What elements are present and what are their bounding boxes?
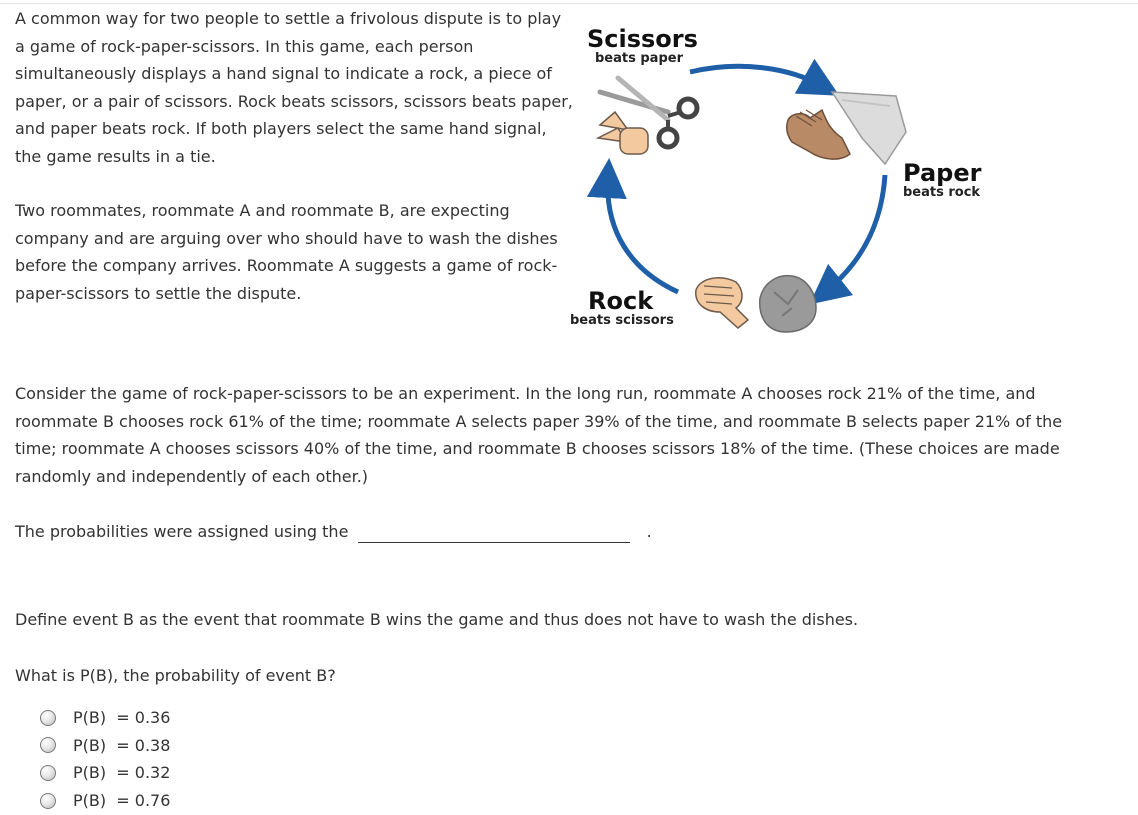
option-1[interactable] (40, 704, 170, 732)
top-divider (0, 3, 1138, 4)
rock-stone-icon (760, 276, 816, 332)
question-text: What is P(B), the probability of event B? (15, 666, 336, 685)
event-definition: Define event B as the event that roommate B wins the game and thus does not have to wash the dishes. (15, 610, 859, 629)
arrow-paper-to-rock (825, 175, 885, 292)
rock-fist-icon (696, 278, 748, 328)
assignment-suffix: . (646, 522, 652, 541)
paper-title: Paper (903, 159, 982, 187)
roommates-paragraph: Two roommates, roommate A and roommate B, are expecting company and are arguing over who should have to wash the dishes before the company arrives. Roommate A suggests a game of rock-paper-scissors to settle the dispute. (15, 201, 558, 303)
option-label: P(B) = 0.76 (73, 791, 171, 811)
scissors-subtitle: beats paper (595, 51, 683, 66)
scissors-title: Scissors (587, 25, 698, 53)
rock-title: Rock (588, 287, 654, 315)
rock-subtitle: beats scissors (570, 313, 674, 328)
arrow-rock-to-scissors (608, 178, 678, 292)
option-2[interactable] (40, 732, 170, 760)
answer-blank-dropdown[interactable] (358, 522, 630, 543)
intro-paragraph: A common way for two people to settle a frivolous dispute is to play a game of rock-paper-scissors. In this game, each person simultaneously displays a hand signal to indicate a rock, a piece of paper, or a pair of scissors. Rock beats scissors, scissors beats paper, and paper beats rock. If both players select the same hand signal, the game results in a tie. (15, 9, 573, 166)
option-4[interactable] (40, 787, 170, 815)
option-label: P(B) = 0.38 (73, 735, 171, 755)
radio-button-icon[interactable] (40, 737, 56, 753)
paper-label (903, 160, 981, 200)
option-3[interactable] (40, 759, 170, 787)
answer-options (40, 704, 170, 814)
rock-paper-scissors-diagram (560, 20, 1000, 340)
scissors-label (587, 26, 698, 66)
radio-button-icon[interactable] (40, 710, 56, 726)
assignment-sentence (15, 520, 652, 544)
radio-button-icon[interactable] (40, 765, 56, 781)
paper-hand-icon (787, 110, 850, 159)
scissors-hand-icon (598, 112, 648, 154)
assignment-prefix: The probabilities were assigned using the (15, 522, 349, 541)
experiment-paragraph: Consider the game of rock-paper-scissors to be an experiment. In the long run, roommate A chooses rock 21% of the time, and roommate B chooses rock 61% of the time; roommate A selects paper 39% of the time, and roommate B selects paper 21% of the time; roommate A chooses scissors 40% of the time, and roommate B chooses scissors 18% of the time. (These choices are made randomly and independently of each other.) (15, 384, 1063, 486)
option-label: P(B) = 0.32 (73, 763, 171, 783)
rock-label (570, 288, 674, 328)
radio-button-icon[interactable] (40, 793, 56, 809)
option-label: P(B) = 0.36 (73, 708, 171, 728)
paper-subtitle: beats rock (903, 185, 981, 200)
arrow-scissors-to-paper (690, 66, 822, 86)
